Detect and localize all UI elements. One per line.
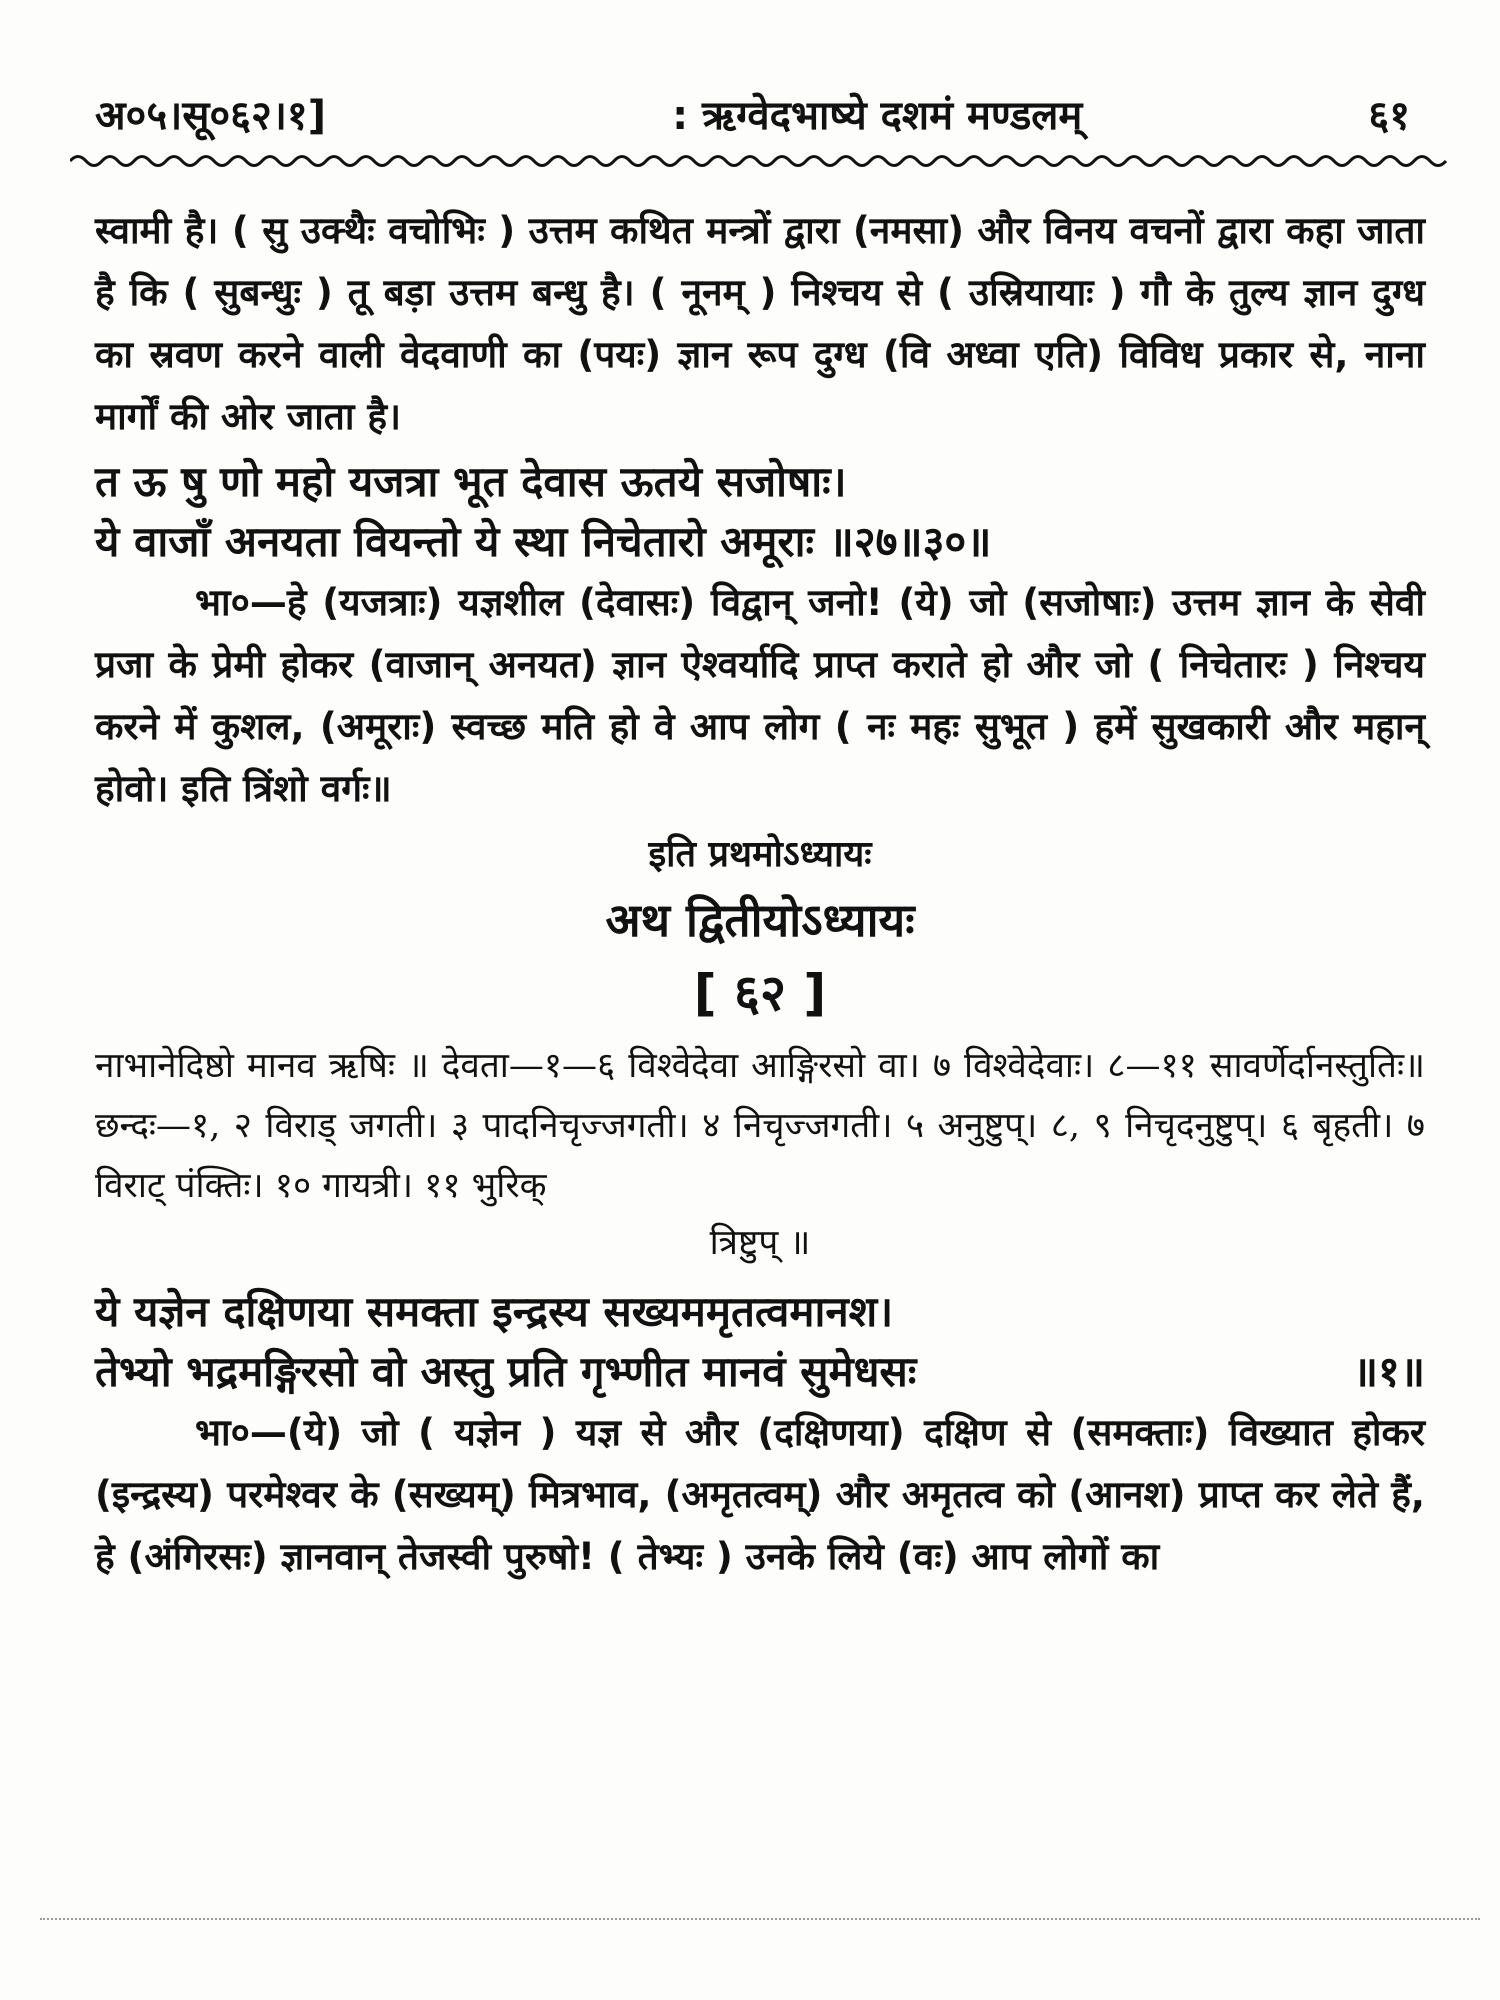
header-title: : ऋग्वेदभाष्ये दशमं मण्डलम् (672, 92, 1083, 139)
mantra-line-with-number (95, 1342, 1425, 1402)
mantra-line: त ऊ षु णो महो यजत्रा भूत देवास ऊतये सजोषाः। (95, 457, 847, 506)
rishi-devata-chhanda: नाभानेदिष्ठो मानव ऋषिः ॥ देवता—१—६ विश्वेदेवा आङ्गिरसो वा। ७ विश्वेदेवाः। ८—११ सावर्णेर्दानस्तुतिः॥ छन्दः—१, २ विराड् जगती। ३ पादनिचृज्जगती। ४ निचृज्जगती। ५ अनुष्टुप्। ८, ९ निचृदनुष्टुप्। ६ बृहती। ७ विराट् पंक्तिः। १० गायत्री। ११ भुरिक् (95, 1046, 1425, 1206)
chapter-end-heading: इति प्रथमोऽध्यायः (648, 834, 872, 875)
mantra-text: तेभ्यो भद्रमङ्गिरसो वो अस्तु प्रति गृभ्णीत मानवं सुमेधसः (95, 1347, 917, 1396)
mantra-number: ॥१॥ (1352, 1347, 1425, 1396)
running-header (95, 78, 1410, 148)
chapter-start-heading: अथ द्वितीयोऽध्यायः (605, 893, 915, 947)
bottom-rule (40, 1918, 1480, 1924)
sukta-number: [ ६२ ] (693, 964, 827, 1022)
commentary-paragraph: स्वामी है। ( सु उक्थैः वचोभिः ) उत्तम कथित मन्त्रों द्वारा (नमसा) और विनय वचनों द्वारा कहा जाता है कि ( सुबन्धुः ) तू बड़ा उत्तम बन्धु है। ( नूनम् ) निश्चय से ( उस्रियायाः ) गौ के तुल्य ज्ञान दुग्ध का स्रवण करने वाली वेदवाणी का (पयः) ज्ञान रूप दुग्ध (वि अध्वा एति) विविध प्रकार से, नाना मार्गों की ओर जाता है। (95, 209, 1425, 438)
chhanda-end: त्रिष्टुप् ॥ (709, 1223, 811, 1263)
header-reference: अ०५।सू०६२।१] (95, 92, 327, 139)
page-content (95, 200, 1425, 1588)
mantra-line: ये यज्ञेन दक्षिणया समक्ता इन्द्रस्य सख्यममृतत्वमानश। (95, 1287, 894, 1336)
page-number: ६१ (1368, 92, 1410, 139)
bhashya-paragraph: भा०—हे (यजत्राः) यज्ञशील (देवासः) विद्वान् जनो! (ये) जो (सजोषाः) उत्तम ज्ञान के सेवी प्रजा के प्रेमी होकर (वाजान् अनयत) ज्ञान ऐश्वर्यादि प्राप्त कराते हो और जो ( निचेतारः ) निश्चय करने में कुशल, (अमूराः) स्वच्छ मति हो वे आप लोग ( नः महः सुभूत ) हमें सुखकारी और महान् होवो। इति त्रिंशो वर्गः॥ (95, 581, 1425, 810)
mantra-line: ये वाजाँ अनयता वियन्तो ये स्था निचेतारो अमूराः ॥२७॥३०॥ (95, 517, 992, 566)
header-wavy-rule (70, 150, 1450, 172)
bhashya-paragraph: भा०—(ये) जो ( यज्ञेन ) यज्ञ से और (दक्षिणया) दक्षिण से (समक्ताः) विख्यात होकर (इन्द्रस्य) परमेश्वर के (सख्यम्) मित्रभाव, (अमृतत्वम्) और अमृतत्व को (आनश) प्राप्त कर लेते हैं, हे (अंगिरसः) ज्ञानवान् तेजस्वी पुरुषो! ( तेभ्यः ) उनके लिये (वः) आप लोगों का (95, 1411, 1425, 1578)
